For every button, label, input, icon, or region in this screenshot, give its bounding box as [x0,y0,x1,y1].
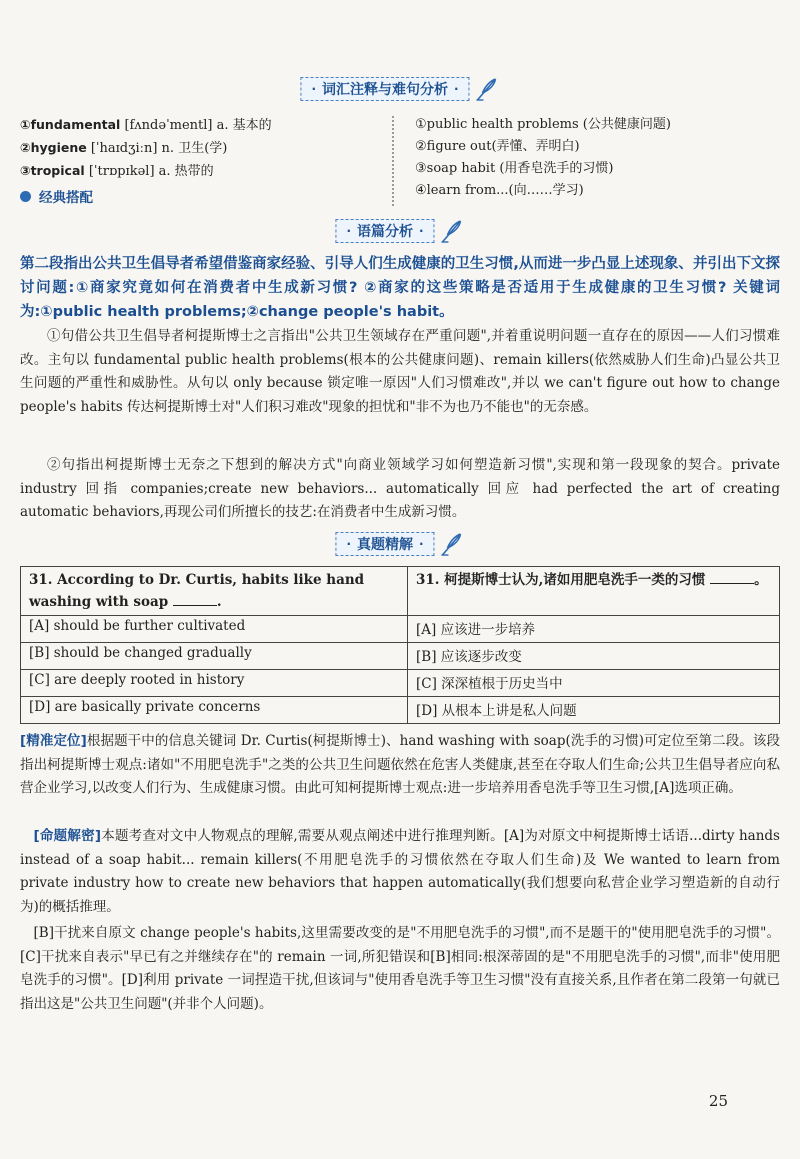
section-banner-answer: · 真题精解 · [335,531,464,557]
section-banner-discourse: · 语篇分析 · [335,218,464,244]
question-zh: 31. 柯提斯博士认为,诸如用肥皂洗手一类的习惯 。 [408,567,780,616]
quill-icon [474,76,500,102]
option-zh: [A] 应该进一步培养 [408,616,780,643]
option-zh: [C] 深深植根于历史当中 [408,670,780,697]
quill-icon [439,218,465,244]
section-title-discourse: 语篇分析 [357,224,413,240]
discourse-summary: 第二段指出公共卫生倡导者希望借鉴商家经验、引导人们生成健康的卫生习惯,从而进一步凸显上述现象、并引出下文探讨问题:①商家究竟如何在消费者中生成新习惯? ②商家的这些策略是否适用于生成健康的卫生习惯? 关键词为:①public health problems;②change people's habit。 [20,256,780,320]
option-en: [D] are basically private concerns [21,697,408,724]
intent-tag: [命题解密] [33,828,101,844]
table-row [21,616,780,643]
page-number: 25 [708,1092,728,1110]
section-banner-vocab: · 词汇注释与难句分析 · [300,76,499,102]
discourse-paragraph-1: ①句借公共卫生倡导者柯提斯博士之言指出"公共卫生领域存在严重问题",并着重说明问题一直存在的原因——人们习惯难改。主句以 fundamental public health problems(根本的公共健康问题)、remain killers(依然威胁人们生命)凸显公共卫生问题的严重性和威胁性。从句以 only because 锁定唯一原因"人们习惯难改",并以 we can't figure out how to change people's habits 传达柯提斯博士对"人们积习难改"现象的担忧和"非不为也乃不能也"的无奈感。 [20,328,780,415]
table-row [21,567,780,616]
collocation-heading: 经典搭配 [20,186,93,206]
vocab-item: ②hygiene [ˈhaɪdʒiːn] n. 卫生(学) [20,140,228,156]
vocab-phrases [415,114,775,202]
option-zh: [B] 应该逐步改变 [408,643,780,670]
option-en: [B] should be changed gradually [21,643,408,670]
section-title-answer: 真题精解 [357,537,413,553]
vocab-item: ①fundamental [fʌndəˈmentl] a. 基本的 [20,117,272,133]
table-row [21,670,780,697]
vocab-words [20,114,380,183]
table-row [21,643,780,670]
distractor-paragraph: [B]干扰来自原文 change people's habits,这里需要改变的是"不用肥皂洗手的习惯",而不是题干的"使用肥皂洗手的习惯"。[C]干扰来自表示"早已有之并继续存在"的 remain 一词,所犯错误和[B]相同:根深蒂固的是"不用肥皂洗手的习惯",而非"使用肥皂洗手的习惯"。[D]利用 private 一词捏造干扰,但该词与"使用香皂洗手等卫生习惯"没有直接关系,且作者在第二段第一句就已指出这是"公共卫生问题"(并非个人问题)。 [20,925,780,1012]
vocab-item: ③tropical [ˈtrɒpɪkəl] a. 热带的 [20,163,214,179]
bullet-icon [20,191,31,202]
phrase-item: ④learn from...(向……学习) [415,183,584,198]
phrase-item: ②figure out(弄懂、弄明白) [415,139,580,154]
section-title-vocab: 词汇注释与难句分析 [322,82,448,98]
quill-icon [439,531,465,557]
divider [392,116,404,206]
option-en: [C] are deeply rooted in history [21,670,408,697]
question-en: 31. According to Dr. Curtis, habits like hand washing with soap . [21,567,408,616]
locate-tag: [精准定位] [20,733,87,749]
intent-paragraph: [命题解密]本题考查对文中人物观点的理解,需要从观点阐述中进行推理判断。[A]为对原文中柯提斯博士话语...dirty hands instead of a soap habit... remain killers(不用肥皂洗手的习惯依然在夺取人们生命)及 We wanted to learn from private industry how to create new behaviors that happen automatically(我们想要向私营企业学习塑造新的自动行为)的概括推理。 [20,828,780,915]
discourse-paragraph-2: ②句指出柯提斯博士无奈之下想到的解决方式"向商业领域学习如何塑造新习惯",实现和第一段现象的契合。private industry 回指 companies;create new behaviors... automatically 回应 had perfected the art of creating automatic behaviors,再现公司们所擅长的技艺:在消费者中生成新习惯。 [20,457,780,521]
option-en: [A] should be further cultivated [21,616,408,643]
option-zh: [D] 从根本上讲是私人问题 [408,697,780,724]
phrase-item: ①public health problems (公共健康问题) [415,117,671,132]
table-row [21,697,780,724]
question-table [20,566,780,724]
phrase-item: ③soap habit (用香皂洗手的习惯) [415,161,614,176]
locate-paragraph: [精准定位]根据题干中的信息关键词 Dr. Curtis(柯提斯博士)、hand washing with soap(洗手的习惯)可定位至第二段。该段指出柯提斯博士观点:诸如"不用肥皂洗手"之类的公共卫生问题依然在危害人类健康,甚至在夺取人们生命;公共卫生倡导者应向私营企业学习,以改变人们行为、生成健康习惯。由此可知柯提斯博士观点:进一步培养用香皂洗手等卫生习惯,[A]选项正确。 [20,733,780,797]
